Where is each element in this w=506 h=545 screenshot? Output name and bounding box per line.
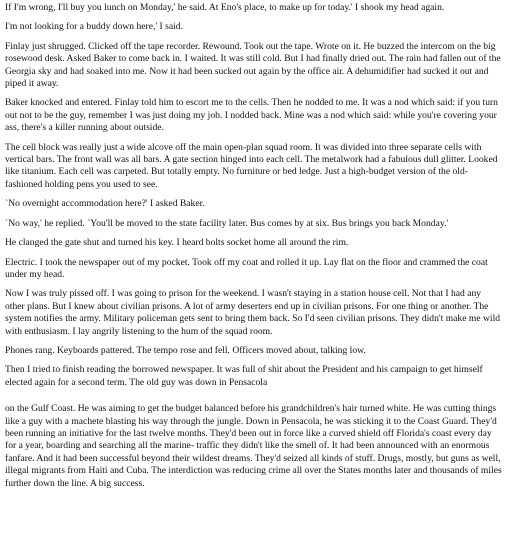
paragraph: I'm not looking for a buddy down here,' I said. <box>5 21 183 33</box>
book-page <box>5 2 503 497</box>
paragraph: Phones rang. Keyboards pattered. The tempo rose and fell. Officers moved about, talking low. <box>5 344 366 356</box>
paragraph: Baker knocked and entered. Finlay told him to escort me to the cells. Then he nodded to me. It was a nod which said: if you turn out not to be the guy, remember I was just doing my job. I nodded back. Mine was a nod which said: while you're covering your ass, there's a killer running about outside. <box>5 97 498 134</box>
paragraph: Finlay just shrugged. Clicked off the tape recorder. Rewound. Took out the tape. Wrote on it. He buzzed the intercom on the big rosewood desk. Asked Baker to come back in. I waited. It was still cold. But I had finally dried out. The rain had fallen out of the Georgia sky and had soaked into me. Now it had been sucked out again by the office air. A dehumidifier had sucked it out and piped it away. <box>5 40 501 90</box>
paragraph: Now I was truly pissed off. I was going to prison for the weekend. I wasn't staying in a station house cell. Not that I had any other plans. But I knew about civilian prisons. A lot of army deserters end up in civilian prisons. For one thing or another. The system notifies the army. Military policeman gets sent to bring them back. So I'd seen civilian prisons. They didn't make me wild with enthusiasm. I lay angrily listening to the hum of the squad room. <box>5 288 501 337</box>
paragraph: `No overnight accommodation here?' I asked Baker. <box>5 198 205 210</box>
paragraph: If I'm wrong, I'll buy you lunch on Monday,' he said. At Eno's place, to make up for today.' I shook my head again. <box>5 2 445 13</box>
paragraph: Then I tried to finish reading the borrowed newspaper. It was full of shit about the President and his campaign to get himself elected again for a second term. The old guy was down in Pensacola <box>5 364 483 388</box>
paragraph: He clanged the gate shut and turned his key. I heard bolts socket home all around the rim. <box>5 237 349 249</box>
paragraph: on the Gulf Coast. He was aiming to get the budget balanced before his grandchildren's hair turned white. He was cutting things like a guy with a machete blasting his way through the jungle. Down in Pensacola, he was sticking it to the Coast Guard. They'd been running an initiative for the last twelve months. They'd been out in force like a curved shield off Florida's coast every day for a year, boarding and searching all the marine- traffic they didn't like the smell of. It had been announced with an enormous fanfare. And it had been successful beyond their wildest dreams. They'd seized all kinds of stuff. Drugs, mostly, but guns as well, illegal migrants from Haiti and Cuba. The interdiction was reducing crime all over the States months later and thousands of miles further down the line. A big success. <box>5 403 502 489</box>
paragraph: Electric. I took the newspaper out of my pocket. Took off my coat and rolled it up. Lay flat on the floor and crammed the coat under my head. <box>5 256 488 280</box>
paragraph: The cell block was really just a wide alcove off the main open-plan squad room. It was divided into three separate cells with vertical bars. The front wall was all bars. A gate section hinged into each cell. The metalwork had a fabulous dull glitter. Looked like titanium. Each cell was carpeted. But totally empty. No furniture or bed ledge. Just a high-budget version of the old-fashioned holding pens you used to see. <box>5 141 498 190</box>
paragraph: `No way,' he replied. `You'll be moved to the state facility later. Bus comes by at six. Bus brings you back Monday.' <box>5 217 449 229</box>
